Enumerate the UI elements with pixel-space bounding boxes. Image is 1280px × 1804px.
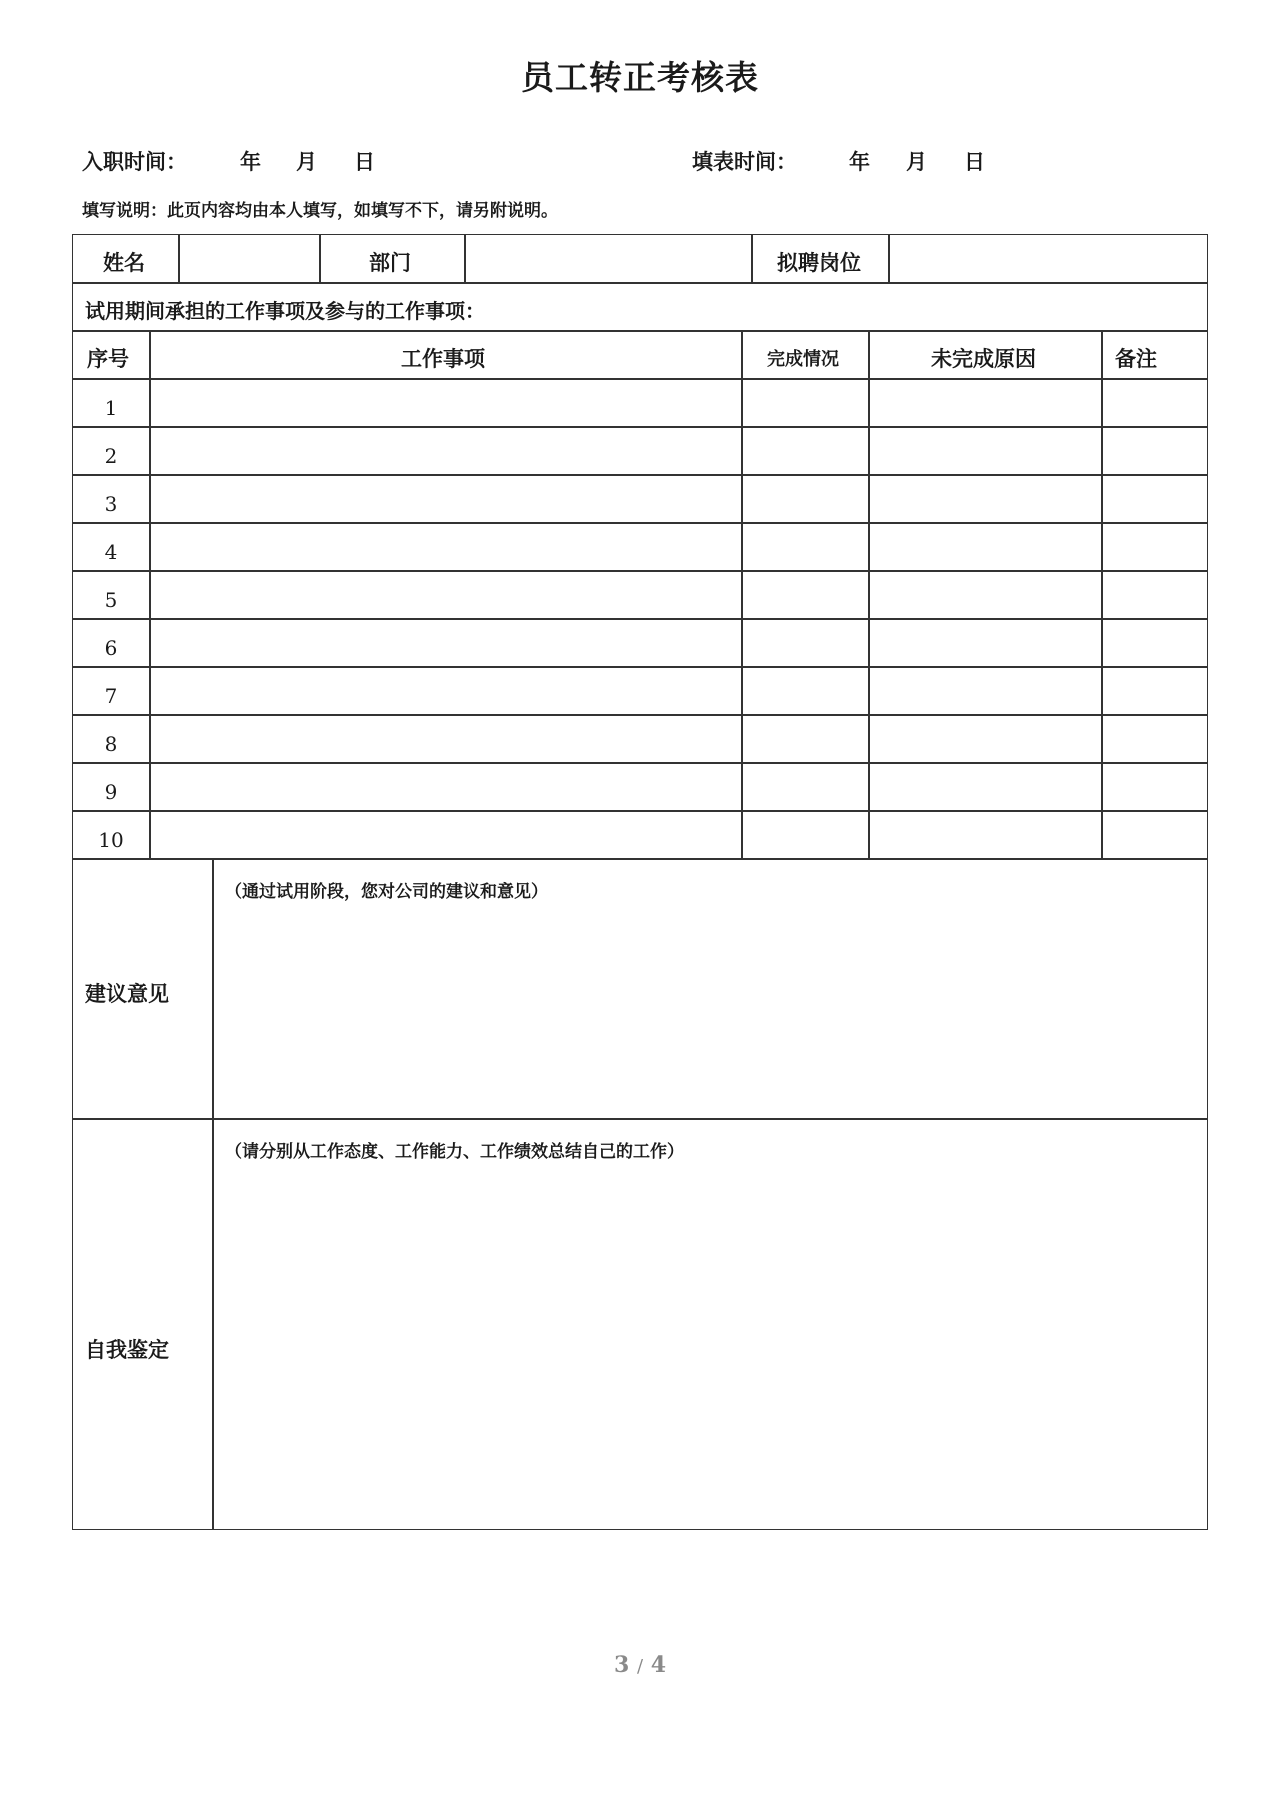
entry-date-label: 入职时间：	[82, 150, 187, 174]
entry-day: 日	[354, 150, 375, 174]
row-divider	[73, 330, 1207, 332]
col-divider	[464, 235, 466, 282]
name-label: 姓名	[103, 251, 145, 275]
fill-date-label: 填表时间：	[692, 150, 797, 174]
row-number: 2	[104, 444, 118, 468]
col-header-reason: 未完成原因	[931, 347, 1036, 371]
row-number: 6	[104, 636, 118, 660]
col-header-item: 工作事项	[401, 347, 485, 371]
row-divider	[73, 282, 1207, 284]
row-number: 9	[104, 780, 118, 804]
row-divider	[73, 666, 1207, 668]
col-divider	[1101, 330, 1103, 858]
form-title: 员工转正考核表	[521, 58, 759, 97]
work-section-heading: 试用期间承担的工作事项及参与的工作事项：	[85, 299, 485, 323]
row-divider	[73, 810, 1207, 812]
row-divider	[73, 714, 1207, 716]
entry-year: 年	[240, 150, 261, 174]
col-divider	[178, 235, 180, 282]
col-header-seq: 序号	[87, 347, 129, 371]
entry-month: 月	[296, 150, 317, 174]
position-label: 拟聘岗位	[777, 251, 861, 275]
fill-month: 月	[906, 150, 927, 174]
page-total: 4	[650, 1652, 667, 1678]
fill-instruction: 填写说明：此页内容均由本人填写，如填写不下，请另附说明。	[82, 201, 558, 221]
row-number: 3	[104, 492, 118, 516]
row-number: 5	[104, 588, 118, 612]
row-number: 7	[104, 684, 118, 708]
col-divider	[319, 235, 321, 282]
page-number	[0, 1652, 1280, 1678]
entry-date-row	[82, 146, 187, 176]
row-divider	[73, 618, 1207, 620]
suggestion-hint: （通过试用阶段，您对公司的建议和意见）	[225, 882, 548, 902]
col-divider	[868, 330, 870, 858]
row-divider	[73, 1118, 1207, 1120]
row-number: 8	[104, 732, 118, 756]
fill-year: 年	[849, 150, 870, 174]
row-divider	[73, 522, 1207, 524]
self-eval-hint: （请分别从工作态度、工作能力、工作绩效总结自己的工作）	[225, 1142, 684, 1162]
form-table	[72, 234, 1208, 1530]
col-header-status: 完成情况	[767, 349, 839, 370]
self-eval-label: 自我鉴定	[85, 1338, 169, 1362]
suggestion-label: 建议意见	[85, 982, 169, 1006]
row-divider	[73, 762, 1207, 764]
row-divider	[73, 426, 1207, 428]
col-divider	[212, 858, 214, 1529]
col-header-remark: 备注	[1115, 347, 1157, 371]
col-divider	[751, 235, 753, 282]
col-divider	[741, 330, 743, 858]
row-number: 4	[104, 540, 118, 564]
page-current: 3	[613, 1652, 630, 1678]
row-divider	[73, 858, 1207, 860]
row-divider	[73, 570, 1207, 572]
row-divider	[73, 378, 1207, 380]
fill-day: 日	[964, 150, 985, 174]
col-divider	[888, 235, 890, 282]
row-number: 10	[98, 828, 124, 852]
dept-label: 部门	[369, 251, 411, 275]
row-number: 1	[104, 396, 118, 420]
page-separator: /	[636, 1656, 644, 1677]
col-divider	[149, 330, 151, 858]
row-divider	[73, 474, 1207, 476]
